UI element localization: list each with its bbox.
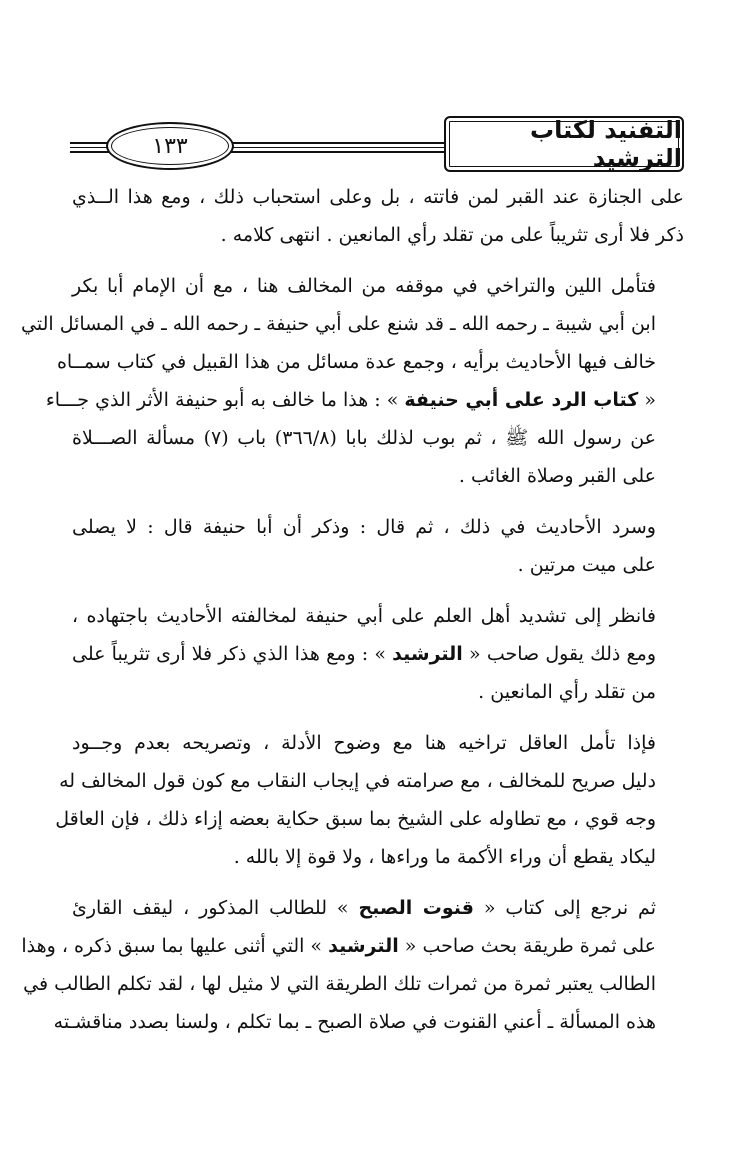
text-line	[72, 216, 684, 254]
bold-title: الترشيد	[328, 935, 399, 957]
text-run: » : ومع هذا الذي ذكر فلا أرى تثريباً على	[72, 643, 393, 665]
body-text	[21, 178, 684, 1054]
paragraph	[72, 508, 684, 584]
paragraph	[21, 889, 684, 1041]
text-line	[72, 267, 684, 305]
text-run: على ميت مرتين .	[517, 554, 656, 576]
text-line	[72, 635, 684, 673]
text-run: ليكاد يقطع أن وراء الأكمة ما وراءها ، ولا قوة إلا بالله .	[233, 846, 656, 868]
text-line	[72, 178, 684, 216]
text-run: » للطالب المذكور ، ليقف القارئ	[72, 897, 359, 919]
text-run: وجه قوي ، مع تطاوله على الشيخ بما سبق حكاية بعضه إزاء ذلك ، فإن العاقل	[55, 808, 656, 830]
text-run: ومع ذلك يقول صاحب «	[462, 643, 656, 665]
text-line	[72, 724, 684, 762]
text-line	[56, 343, 684, 381]
text-line	[72, 889, 684, 927]
text-line	[23, 965, 684, 1003]
text-run: وسرد الأحاديث في ذلك ، ثم قال : وذكر أن أبا حنيفة قال : لا يصلى	[72, 516, 656, 538]
paragraph	[72, 178, 684, 254]
text-line	[55, 800, 684, 838]
paragraph	[21, 267, 684, 495]
text-run: ذكر فلا أرى تثريباً على من تقلد رأي المانعين . انتهى كلامه .	[220, 224, 684, 246]
text-run: من تقلد رأي المانعين .	[478, 681, 656, 703]
text-line	[72, 597, 684, 635]
text-run: «	[638, 389, 656, 411]
text-run: دليل صريح للمخالف ، مع صرامته في إيجاب النقاب مع كون قول المخالف له	[59, 770, 656, 792]
running-title: التفنيد لكتاب الترشيد	[529, 116, 682, 172]
bold-title: قنوت الصبح	[358, 897, 474, 919]
text-line	[72, 508, 684, 546]
text-run: ثم نرجع إلى كتاب «	[473, 897, 656, 919]
text-line	[53, 1003, 684, 1041]
text-run: عن رسول الله ﷺ ، ثم بوب لذلك بابا (٣٦٦/٨) باب (٧) مسألة الصـــلاة	[72, 427, 656, 449]
text-line	[72, 546, 684, 584]
text-line	[45, 381, 684, 419]
text-line	[72, 457, 684, 495]
page-header	[70, 116, 684, 172]
text-run: فانظر إلى تشديد أهل العلم على أبي حنيفة لمخالفته الأحاديث باجتهاده ،	[72, 605, 656, 627]
page-number-oval	[106, 122, 234, 170]
text-run: على القبر وصلاة الغائب .	[458, 465, 656, 487]
text-run: ابن أبي شيبة ـ رحمه الله ـ قد شنع على أبي حنيفة ـ رحمه الله ـ في المسائل التي	[21, 313, 656, 335]
bold-title: كتاب الرد على أبي حنيفة	[404, 389, 639, 411]
page-number: ١٣٣	[152, 133, 188, 159]
text-run: » : هذا ما خالف به أبو حنيفة الأثر الذي جـــاء	[45, 389, 405, 411]
text-line	[72, 673, 684, 711]
text-line	[72, 838, 684, 876]
text-run: فإذا تأمل العاقل تراخيه هنا مع وضوح الأدلة ، وتصريحه بعدم وجــود	[72, 732, 656, 754]
running-title-frame	[444, 116, 684, 172]
text-run: الطالب يعتبر ثمرة من ثمرات تلك الطريقة التي لا مثيل لها ، لقد تكلم الطالب في	[23, 973, 656, 995]
text-line	[21, 305, 684, 343]
text-line	[21, 927, 684, 965]
text-run: على ثمرة طريقة بحث صاحب «	[398, 935, 656, 957]
text-run: » التي أثنى عليها بما سبق ذكره ، وهذا	[21, 935, 329, 957]
text-run: على الجنازة عند القبر لمن فاتته ، بل وعلى استحباب ذلك ، ومع هذا الــذي	[72, 186, 684, 208]
bold-title: الترشيد	[392, 643, 463, 665]
paragraph	[72, 597, 684, 711]
text-line	[72, 419, 684, 457]
paragraph	[55, 724, 684, 876]
text-line	[59, 762, 684, 800]
text-run: هذه المسألة ـ أعني القنوت في صلاة الصبح ـ بما تكلم ، ولسنا بصدد مناقشـته	[53, 1011, 656, 1033]
text-run: فتأمل اللين والتراخي في موقفه من المخالف هنا ، مع أن الإمام أبا بكر	[72, 275, 656, 297]
text-run: خالف فيها الأحاديث برأيه ، وجمع عدة مسائل من هذا القبيل في كتاب سمــاه	[56, 351, 656, 373]
